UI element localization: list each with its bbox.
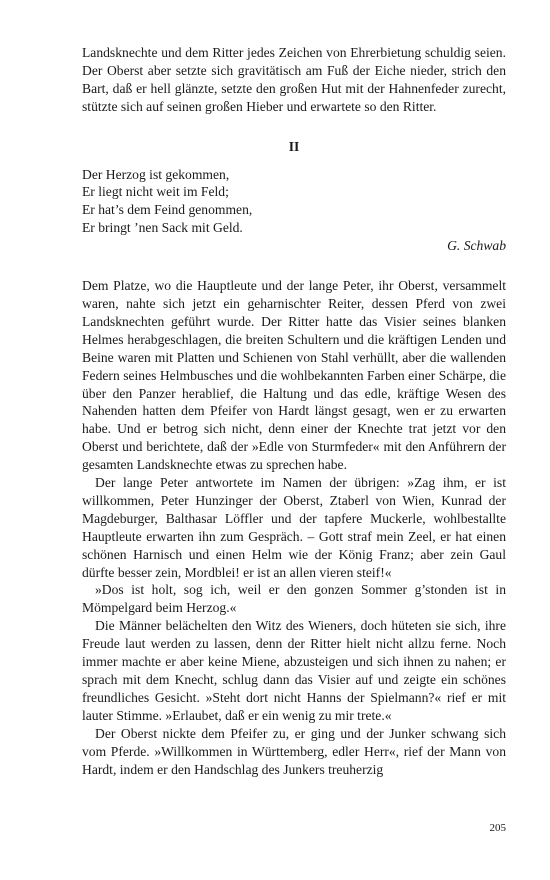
body-paragraph: Dem Platze, wo die Hauptleute und der lange Peter, ihr Oberst, versammelt waren, nahte sich jetzt ein geharnischter Reiter, dessen Pferd von zwei Landsknechten geführt wurde. Der Ritter hatte das Visier seines blanken Helmes herabgeschlagen, die breiten Schultern und die kräftigen Lenden und Beine waren mit Platten und Schienen von Stahl verhüllt, aber die wallenden Federn seines Helmbusches und die wohlbekannten Farben einer Schärpe, die über den Panzer herablief, die Haltung und das edle, kräftige Wesen des Nahenden hatten dem Pfeifer von Hardt längst gesagt, wen er zu erwarten habe. Und er betrog sich nicht, denn einer der Knechte trat jetzt vor den Oberst und berichtete, daß der »Edle von Sturmfeder« mit den Anführern der gesamten Landsknechte etwas zu sprechen habe.	[82, 278, 506, 473]
body-paragraph: Der lange Peter antwortete im Namen der übrigen: »Zag ihm, er ist willkommen, Peter Hunzinger der Oberst, Ztaberl von Wien, Kunrad der Magdeburger, Balthasar Löffler und der tapfere Muckerle, wohlbestallte Hauptleute erwarten ihn zum Gespräch. – Gott straf mein Zeel, er hat einen schönen Harnisch und einen Helm wie der König Franz; aber zein Gaul dürfte besser zein, Mordblei! er ist an allen vieren steif!«	[82, 475, 506, 580]
poem-author: G. Schwab	[447, 238, 506, 254]
poem-line: Er hat’s dem Feind genommen,	[82, 202, 253, 218]
book-page	[82, 44, 506, 778]
body-paragraph: »Dos ist holt, sog ich, weil er den gonzen Sommer g’stonden ist in Mömpelgard beim Herzog.«	[82, 582, 506, 616]
chapter-heading: II	[288, 138, 300, 154]
body-paragraph: Der Oberst nickte dem Pfeifer zu, er ging und der Junker schwang sich vom Pferde. »Willkommen in Württemberg, edler Herr«, rief der Mann von Hardt, indem er den Handschlag des Junkers treuherzig	[82, 725, 506, 777]
poem-line: Er liegt nicht weit im Feld;	[82, 184, 229, 200]
intro-paragraph: Landsknechte und dem Ritter jedes Zeichen von Ehrerbietung schuldig seien. Der Oberst aber setzte sich gravitätisch am Fuß der Eiche nieder, strich den Bart, daß er hell glänzte, setzte den großen Hut mit der Hahnenfeder zurecht, stützte sich auf seinen großen Hieber und erwartete so den Ritter.	[82, 45, 506, 114]
poem-line: Der Herzog ist gekommen,	[82, 166, 230, 182]
poem-line: Er bringt ’nen Sack mit Geld.	[82, 220, 243, 236]
page-number: 205	[489, 822, 506, 834]
body-paragraph: Die Männer belächelten den Witz des Wieners, doch hüteten sie sich, ihre Freude laut werden zu lassen, denn der Ritter hielt nicht allzu ferne. Noch immer machte er aber keine Miene, abzusteigen und sich ihnen zu nahen; er sprach mit dem Knecht, schlug dann das Visier auf und zeigte ein schönes freundliches Gesicht. »Steht dort nicht Hanns der Spielmann?« rief er mit lauter Stimme. »Erlaubet, daß er ein wenig zu mir trete.«	[82, 618, 506, 723]
epigraph-poem	[82, 166, 506, 238]
